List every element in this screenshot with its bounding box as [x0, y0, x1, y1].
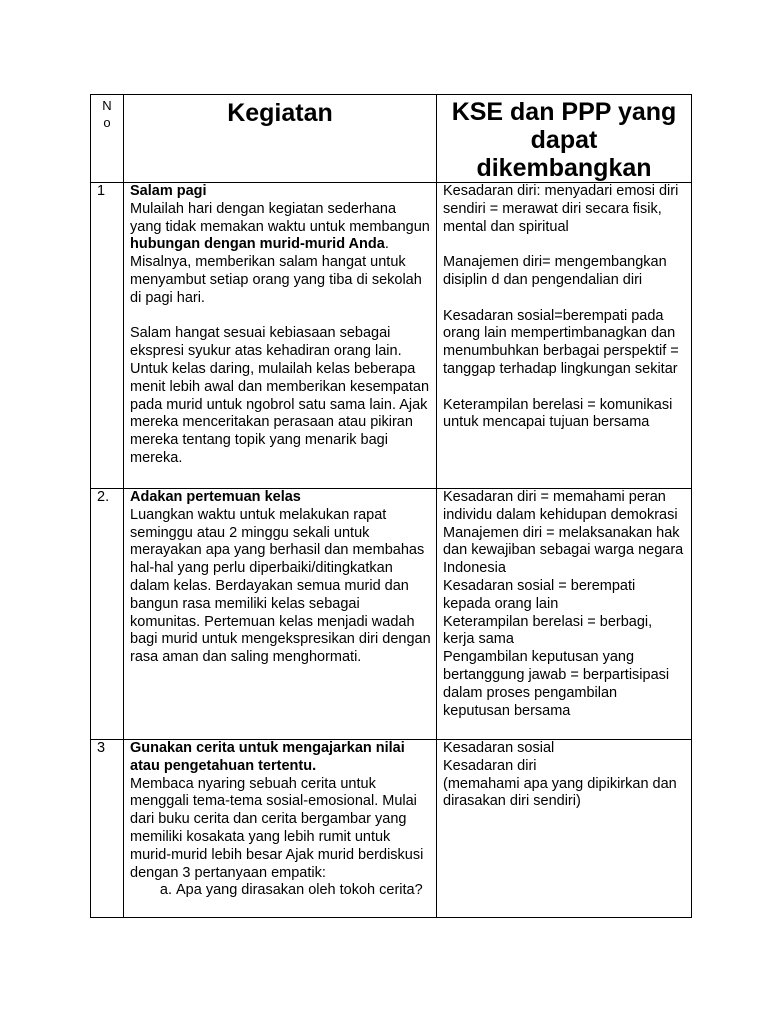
kse-item: (memahami apa yang dipikirkan dan dirasakan diri sendiri) — [443, 775, 677, 810]
kse-item: Kesadaran diri — [443, 757, 537, 774]
activity-paragraph: Salam hangat sesuai kebiasaan sebagai ekspresi syukur atas kehadiran orang lain. Untuk kelas daring, mulailah kelas beberapa menit lebih awal dan memberikan kesempatan pada murid untuk ngobrol satu sama lain. Ajak mereka menceritakan perasaan atau pikiran mereka tentang topik yang menarik bagi mereka. — [130, 325, 430, 466]
activity-paragraph: Membaca nyaring sebuah cerita untuk menggali tema-tema sosial-emosional. Mulai dari buku cerita dan cerita bergambar yang memiliki kosakata yang lebih rumit untuk murid-murid lebih besar Ajak murid berdiskusi dengan 3 pertanyaan empatik: — [130, 775, 424, 881]
activity-paragraph: Luangkan waktu untuk melakukan rapat seminggu atau 2 minggu sekali untuk merayakan apa yang berhasil dan membahas hal-hal yang perlu diperbaiki/ditingkatkan dalam kelas. Berdayakan semua murid dan bangun rasa memiliki kelas sebagai komunitas. Pertemuan kelas menjadi wadah bagi murid untuk mengekspresikan diri dengan rasa aman dan saling menghormati. — [130, 506, 431, 666]
kse-cell — [437, 183, 692, 489]
activity-title: Adakan pertemuan kelas — [130, 489, 301, 505]
activity-cell — [124, 183, 437, 489]
row-number: 2. — [91, 489, 124, 740]
activity-title: Salam pagi — [130, 183, 207, 199]
activity-cell — [124, 740, 437, 918]
row-number: 3 — [91, 740, 124, 918]
activity-title: Gunakan cerita untuk mengajarkan nilai atau pengetahuan tertentu. — [130, 740, 405, 774]
header-no-line1: N — [102, 98, 112, 113]
kse-item: Kesadaran sosial=berempati pada orang lain mempertimbanagkan dan menumbuhkan berbagai perspektif = tanggap terhadap lingkungan sekitar — [443, 307, 679, 377]
table-row — [91, 183, 692, 489]
header-kse: KSE dan PPP yang dapat dikembangkan — [437, 95, 692, 183]
kse-item: Kesadaran sosial — [443, 740, 555, 756]
kse-item: Kesadaran sosial = berempati kepada orang lain — [443, 577, 636, 612]
activity-cell — [124, 489, 437, 740]
kse-item: Kesadaran diri = memahami peran individu dalam kehidupan demokrasi — [443, 489, 678, 523]
table-row — [91, 740, 692, 918]
activity-paragraph: Mulailah hari dengan kegiatan sederhana yang tidak memakan waktu untuk membangun hubungan dengan murid-murid Anda. Misalnya, memberikan salam hangat untuk menyambut setiap orang yang tiba di sekolah di pagi hari. — [130, 200, 430, 306]
kse-item: Kesadaran diri: menyadari emosi diri sendiri = merawat diri secara fisik, mental dan spiritual — [443, 183, 679, 235]
header-no-line2: o — [103, 115, 111, 130]
kse-item: Manajemen diri = melaksanakan hak dan kewajiban sebagai warga negara Indonesia — [443, 524, 684, 577]
activity-table — [90, 94, 692, 918]
kse-item: Pengambilan keputusan yang bertanggung jawab = berpartisipasi dalam proses pengambilan keputusan bersama — [443, 649, 670, 719]
header-kegiatan: Kegiatan — [124, 95, 437, 183]
table-header-row — [91, 95, 692, 183]
kse-item: Keterampilan berelasi = berbagi, kerja sama — [443, 613, 653, 648]
header-no — [91, 95, 124, 183]
table-row — [91, 489, 692, 740]
row-number: 1 — [91, 183, 124, 489]
kse-item: Keterampilan berelasi = komunikasi untuk mencapai tujuan bersama — [443, 396, 673, 431]
kse-cell — [437, 489, 692, 740]
kse-item: Manajemen diri= mengembangkan disiplin d dan pengendalian diri — [443, 254, 667, 288]
question-item: a. Apa yang dirasakan oleh tokoh cerita? — [176, 882, 431, 900]
kse-cell — [437, 740, 692, 918]
question-list — [130, 882, 431, 900]
